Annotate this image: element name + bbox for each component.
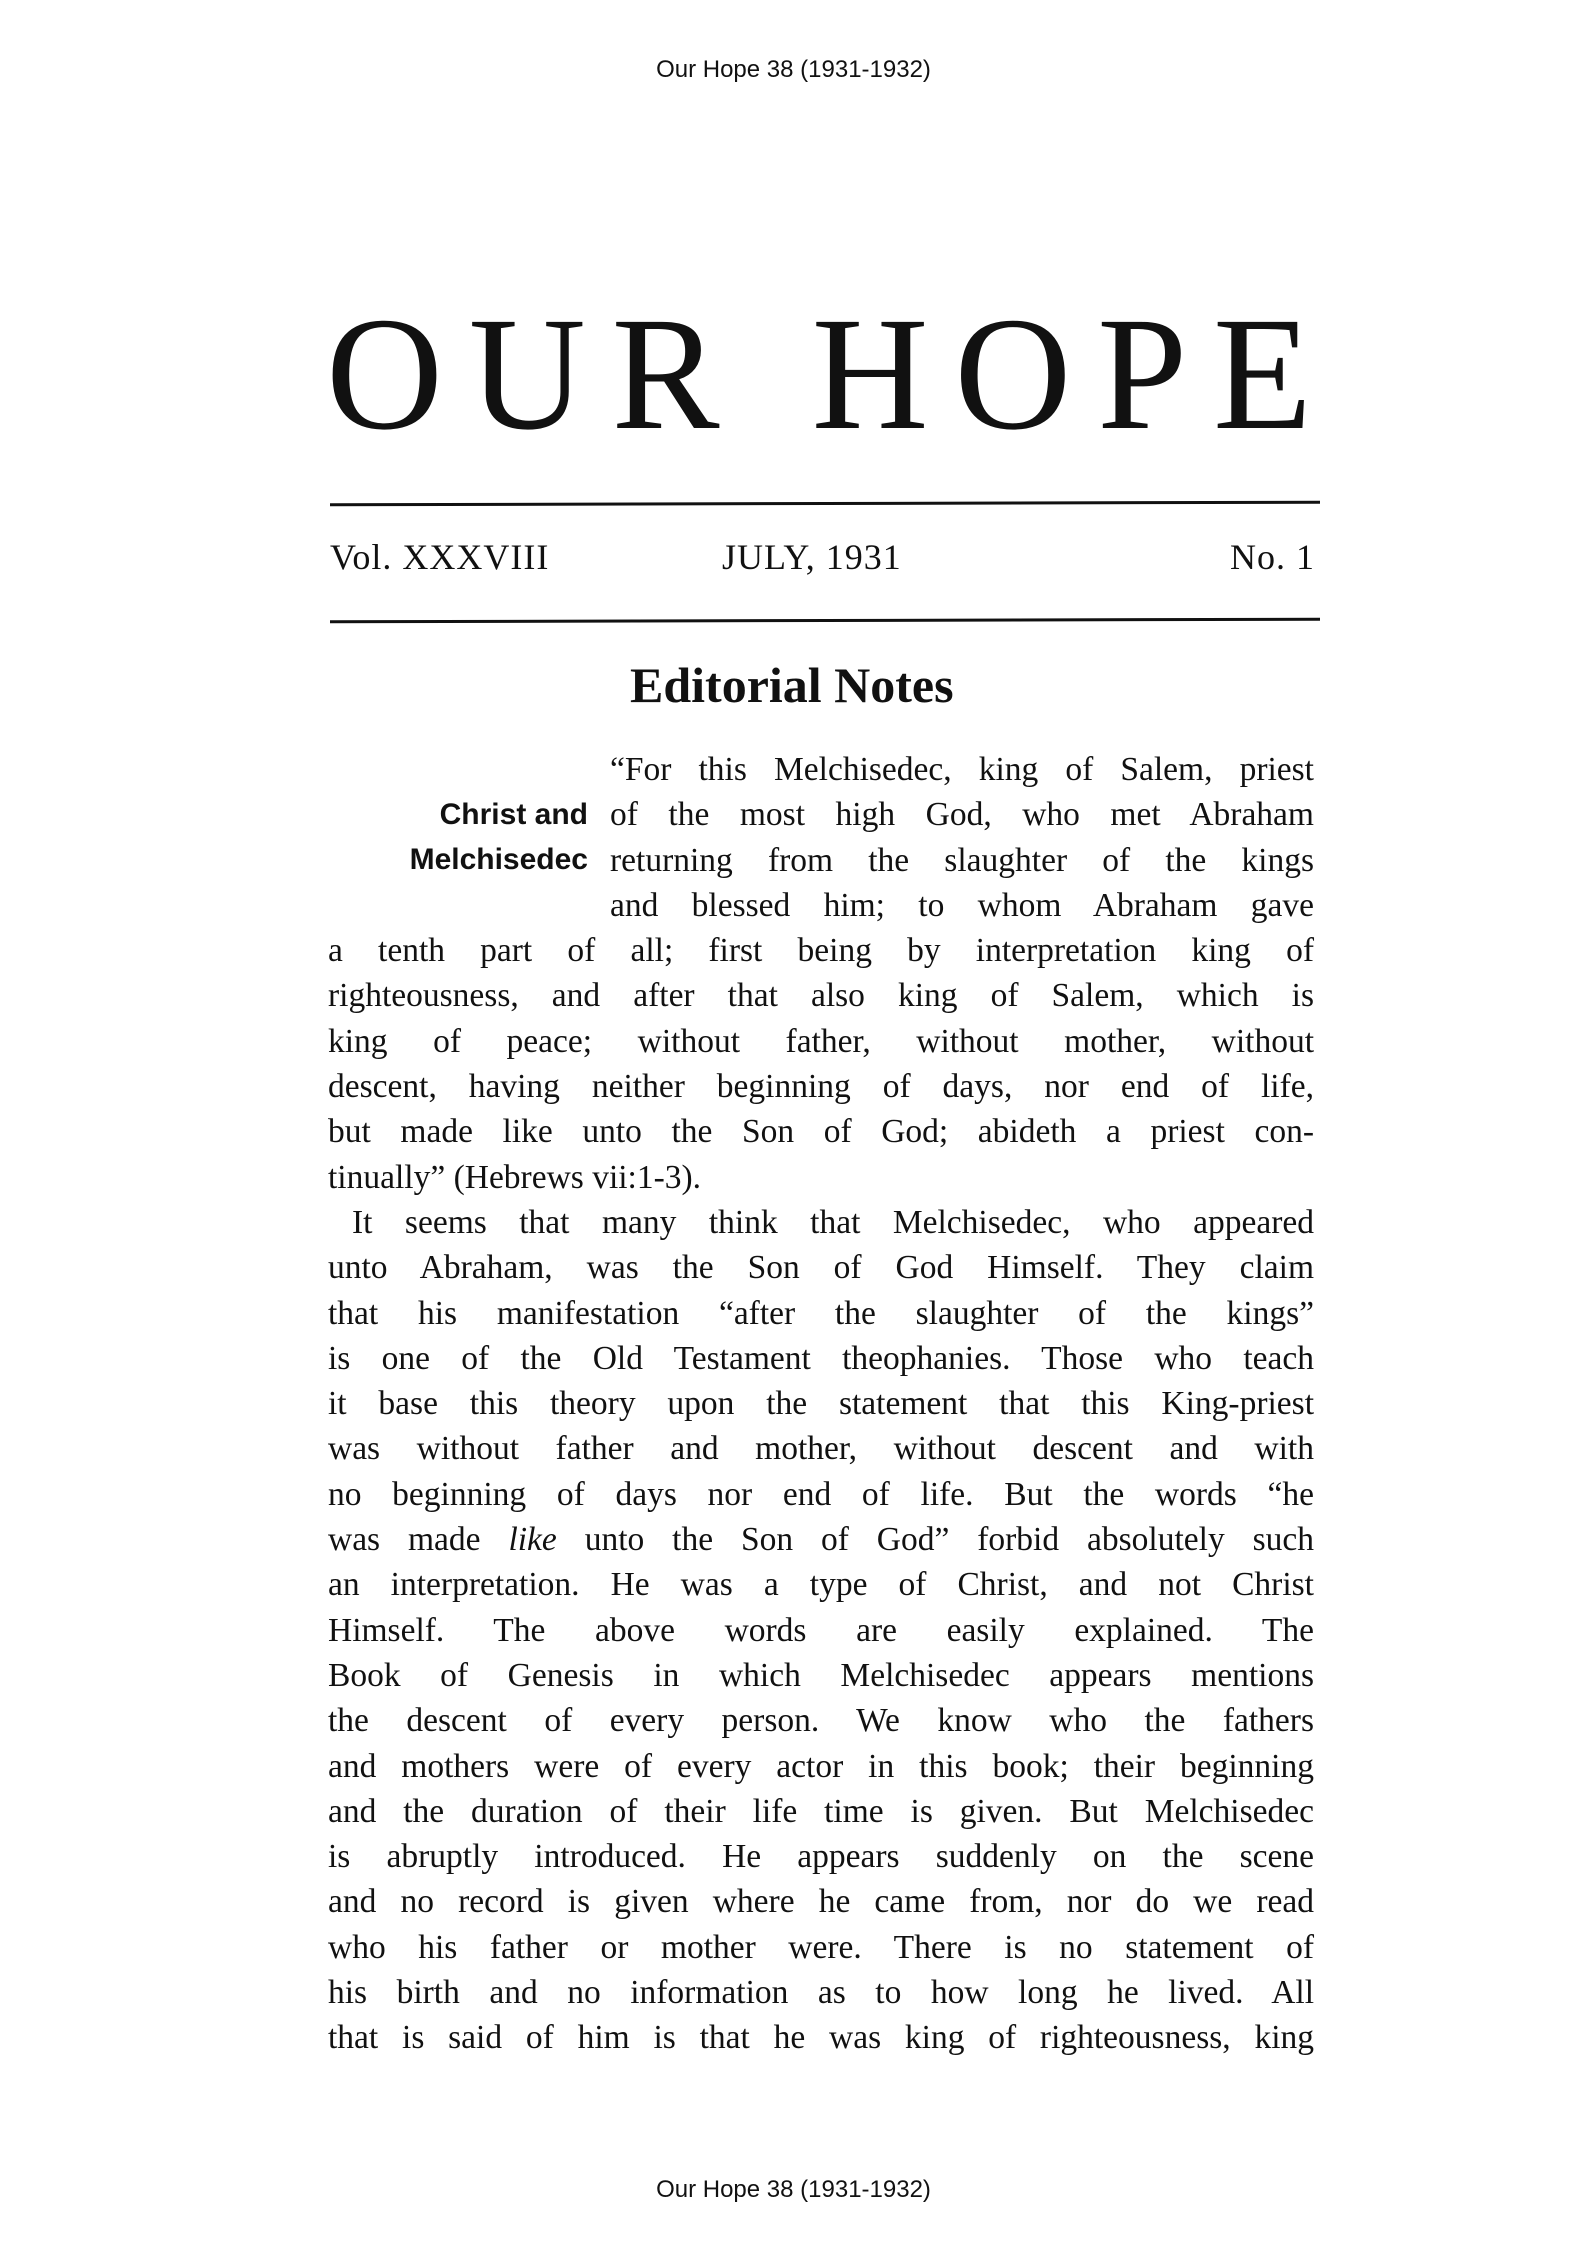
- issue-date: JULY, 1931: [722, 537, 902, 577]
- section-heading: Editorial Notes: [630, 657, 954, 713]
- text-line: It seems that many think that Melchisedec, who appeared: [352, 1203, 1314, 1241]
- text-line: descent, having neither beginning of days, nor end of life,: [328, 1068, 1314, 1106]
- text-line: righteousness, and after that also king of Salem, which is: [328, 977, 1314, 1015]
- text-run: was made: [328, 1521, 509, 1559]
- text-line: the descent of every person. We know who the fathers: [328, 1702, 1314, 1740]
- masthead-letter: P: [1097, 285, 1192, 464]
- side-heading: [328, 792, 588, 883]
- text-line: but made like unto the Son of God; abideth a priest con-: [328, 1113, 1314, 1151]
- article-body: [328, 747, 1314, 2061]
- text-line: tinually” (Hebrews vii:1-3).: [328, 1158, 702, 1196]
- text-line: of the most high God, who met Abraham: [610, 796, 1314, 834]
- issue-line: [330, 535, 1315, 579]
- running-footer: Our Hope 38 (1931-1932): [656, 2176, 931, 2203]
- masthead-rule-bottom: [330, 618, 1320, 624]
- masthead-letter: O: [326, 285, 447, 464]
- text-line: it base this theory upon the statement that this King-priest: [328, 1385, 1314, 1423]
- masthead-title: [326, 285, 1316, 464]
- running-header: Our Hope 38 (1931-1932): [656, 56, 931, 83]
- text-line: unto Abraham, was the Son of God Himself. They claim: [328, 1249, 1314, 1287]
- text-line: and mothers were of every actor in this book; their beginning: [328, 1747, 1314, 1785]
- text-run: unto the Son of God” forbid absolutely such: [556, 1521, 1314, 1559]
- text-line: “For this Melchisedec, king of Salem, priest: [610, 751, 1314, 788]
- masthead-letter: U: [468, 285, 590, 464]
- text-line: is abruptly introduced. He appears suddenly on the scene: [328, 1838, 1314, 1876]
- text-line: and the duration of their life time is given. But Melchisedec: [328, 1792, 1314, 1830]
- text-line: Himself. The above words are easily explained. The: [328, 1611, 1314, 1649]
- text-line: that his manifestation “after the slaughter of the kings”: [328, 1294, 1314, 1332]
- text-line: no beginning of days nor end of life. But the words “he: [328, 1475, 1314, 1513]
- italic-word: like: [508, 1521, 557, 1559]
- text-line: that is said of him is that he was king of righteousness, king: [328, 2019, 1314, 2057]
- side-heading-line: Christ and: [439, 798, 588, 831]
- side-heading-line: Melchisedec: [409, 843, 588, 877]
- masthead-letter: R: [611, 285, 724, 464]
- text-line: a tenth part of all; first being by interpretation king of: [328, 932, 1314, 970]
- masthead-letter: H: [811, 285, 933, 464]
- text-line: king of peace; without father, without mother, without: [328, 1022, 1314, 1060]
- text-line: his birth and no information as to how long he lived. All: [328, 1974, 1314, 2012]
- text-line: an interpretation. He was a type of Christ, and not Christ: [328, 1566, 1314, 1604]
- text-line: is one of the Old Testament theophanies. Those who teach: [328, 1339, 1314, 1377]
- text-line: was without father and mother, without descent and with: [328, 1430, 1314, 1468]
- masthead-rule-top: [330, 501, 1320, 507]
- masthead-letter: E: [1213, 285, 1316, 464]
- volume-label: Vol. XXXVIII: [330, 537, 550, 577]
- text-line: who his father or mother were. There is no statement of: [328, 1928, 1314, 1966]
- text-line: Book of Genesis in which Melchisedec appears mentions: [328, 1656, 1314, 1694]
- text-line-italic: [328, 1517, 1314, 1562]
- text-line: and blessed him; to whom Abraham gave: [610, 886, 1314, 924]
- issue-number: No. 1: [1230, 537, 1315, 577]
- masthead-space: [745, 290, 790, 460]
- text-line: returning from the slaughter of the kings: [610, 841, 1314, 879]
- text-line: and no record is given where he came from, nor do we read: [328, 1883, 1314, 1921]
- masthead-letter: O: [954, 285, 1076, 464]
